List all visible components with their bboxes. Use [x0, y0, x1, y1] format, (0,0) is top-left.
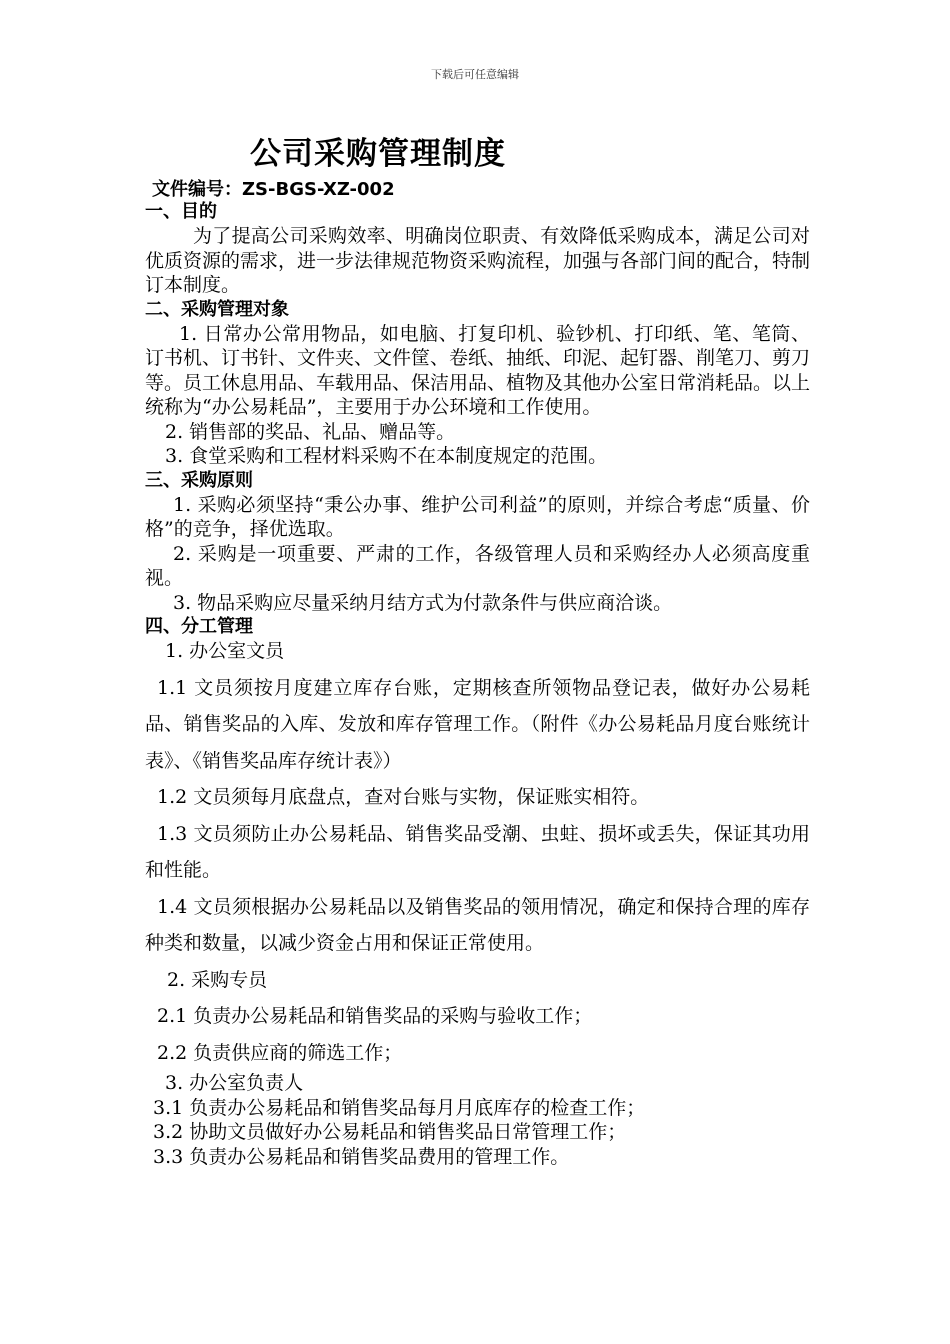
- section-heading-principles: 三、采购原则: [145, 469, 253, 491]
- list-item: 1.1 文员须按月度建立库存台账，定期核查所领物品登记表，做好办公易耗品、销售奖品的入库、发放和库存管理工作。（附件《办公易耗品月度台账统计表》、《销售奖品库存统计表》）: [145, 676, 810, 772]
- section-heading-purpose: 一、目的: [145, 201, 217, 222]
- list-item: 1. 采购必须坚持“秉公办事、维护公司利益”的原则，并综合考虑“质量、价格”的竞争，择优选取。: [145, 493, 810, 540]
- list-item: 1. 日常办公常用物品，如电脑、打复印机、验钞机、打印纸、笔、笔筒、订书机、订书针、文件夹、文件筐、卷纸、抽纸、印泥、起钉器、削笔刀、剪刀等。员工休息用品、车载用品、保洁用品、植物及其他办公室日常消耗品。以上统称为“办公易耗品”，主要用于办公环境和工作使用。: [145, 322, 811, 418]
- document-title: 公司采购管理制度: [250, 136, 506, 172]
- paragraph: 为了提高公司采购效率、明确岗位职责、有效降低采购成本，满足公司对优质资源的需求，进一步法律规范物资采购流程，加强与各部门间的配合，特制订本制度。: [145, 225, 811, 296]
- list-item: 3. 物品采购应尽量采纳月结方式为付款条件与供应商洽谈。: [173, 591, 673, 614]
- subsection-heading: 3. 办公室负责人: [165, 1072, 304, 1094]
- document-body: [145, 200, 810, 1169]
- header-note: 下载后可任意编辑: [431, 68, 519, 81]
- subsection-heading: 1. 办公室文员: [165, 640, 285, 662]
- list-item: 2. 销售部的奖品、礼品、赠品等。: [165, 420, 456, 443]
- list-item: 1.2 文员须每月底盘点，查对台账与实物，保证账实相符。: [157, 786, 650, 808]
- list-item: 3.3 负责办公易耗品和销售奖品费用的管理工作。: [153, 1145, 570, 1168]
- list-item: 3.1 负责办公易耗品和销售奖品每月月底库存的检查工作；: [153, 1096, 646, 1119]
- list-item: 2.1 负责办公易耗品和销售奖品的采购与验收工作；: [157, 1005, 593, 1027]
- list-item: 1.4 文员须根据办公易耗品以及销售奖品的领用情况，确定和保持合理的库存种类和数量，以减少资金占用和保证正常使用。: [145, 895, 810, 954]
- subsection-heading: 2. 采购专员: [167, 968, 268, 991]
- list-item: 2. 采购是一项重要、严肃的工作，各级管理人员和采购经办人必须高度重视。: [145, 542, 810, 589]
- list-item: 3.2 协助文员做好办公易耗品和销售奖品日常管理工作；: [153, 1121, 627, 1143]
- section-heading-scope: 二、采购管理对象: [145, 298, 289, 320]
- list-item: 3. 食堂采购和工程材料采购不在本制度规定的范围。: [165, 445, 608, 467]
- section-heading-division: 四、分工管理: [145, 616, 253, 637]
- list-item: 2.2 负责供应商的筛选工作；: [157, 1041, 403, 1064]
- list-item: 1.3 文员须防止办公易耗品、销售奖品受潮、虫蛀、损坏或丢失，保证其功用和性能。: [145, 822, 810, 881]
- document-number: 文件编号：ZS-BGS-XZ-002: [152, 179, 395, 200]
